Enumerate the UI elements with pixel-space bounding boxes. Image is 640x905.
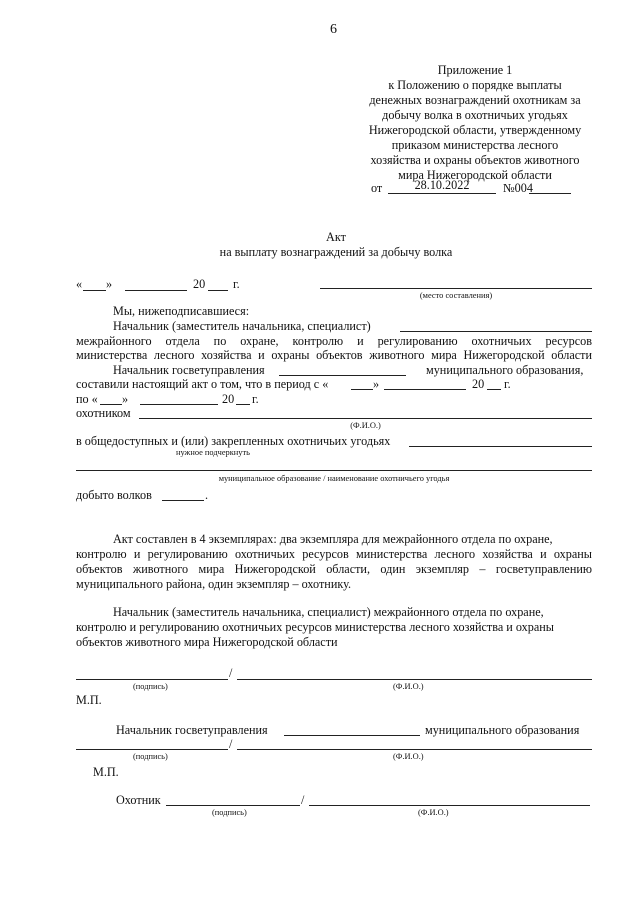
wolves-end: . <box>205 488 209 502</box>
paragraph-line: объектов животного мира Нижегородской области <box>76 635 338 649</box>
undersigned-line: Мы, нижеподписавшиеся: <box>113 304 250 318</box>
signature-caption: (подпись) <box>212 808 247 817</box>
chief-line-3: министерства лесного хозяйства и охраны объектов животного мира Нижегородской области <box>76 348 592 362</box>
signature-underline <box>76 679 228 680</box>
municipal-caption: муниципальное образование / наименование охотничьего угодья <box>218 474 450 483</box>
date-close-quote: » <box>106 277 113 291</box>
appendix-line: мира Нижегородской области <box>398 168 552 182</box>
gov-signature-label: Начальник госветуправления <box>116 723 268 737</box>
year-prefix: 20 <box>193 277 206 291</box>
appendix-line: Нижегородской области, утвержденному <box>368 123 582 137</box>
paragraph-line: контролю и регулированию охотничьих ресурсов министерства лесного хозяйства и охраны <box>76 620 554 634</box>
fio-underline <box>309 805 590 806</box>
seal-label: М.П. <box>76 693 102 707</box>
month-underline <box>125 290 187 291</box>
appendix-line: хозяйства и охраны объектов животного <box>370 153 580 167</box>
hunter-fio-underline <box>139 418 592 419</box>
gov-label: Начальник госветуправления <box>113 363 265 377</box>
lands-line: в общедоступных и (или) закрепленных охотничьих угодьях <box>76 434 391 448</box>
period-month-underline <box>384 389 466 390</box>
day-underline <box>83 290 106 291</box>
gov-suffix: муниципального образования, <box>426 363 584 377</box>
to-prefix: по « <box>76 392 98 406</box>
municipal-underline <box>76 470 592 471</box>
paragraph-line: Начальник (заместитель начальника, специалист) межрайонного отдела по охране, <box>113 605 544 619</box>
gov-signature-suffix: муниципального образования <box>425 723 580 737</box>
period-prefix: составили настоящий акт о том, что в период с « <box>76 377 329 391</box>
appendix-from-label: от <box>371 181 383 195</box>
period-close-quote: » <box>373 377 380 391</box>
paragraph-line: контролю и регулированию охотничьих ресурсов министерства лесного хозяйства и охраны <box>76 547 592 561</box>
signature-slash: / <box>301 793 305 807</box>
fio-caption: (Ф.И.О.) <box>393 752 424 761</box>
seal-label: М.П. <box>93 765 119 779</box>
chief-line-2: межрайонного отдела по охране, контролю и регулированию охотничьих ресурсов <box>76 334 592 348</box>
appendix-number: №004 <box>503 181 533 195</box>
fio-caption: (Ф.И.О.) <box>393 682 424 691</box>
year-underline <box>208 290 228 291</box>
period-g: г. <box>504 377 511 391</box>
place-caption: (место составления) <box>419 291 493 300</box>
date-underline <box>388 193 496 194</box>
signature-underline <box>76 749 228 750</box>
place-underline <box>320 288 592 289</box>
signature-underline <box>166 805 300 806</box>
year-suffix: г. <box>233 277 240 291</box>
period-year: 20 <box>472 377 485 391</box>
fio-underline <box>237 679 592 680</box>
to-day-underline <box>100 404 122 405</box>
to-year-underline <box>236 404 250 405</box>
fio-caption: (Ф.И.О.) <box>418 808 449 817</box>
date-open-quote: « <box>76 277 83 291</box>
appendix-date: 28.10.2022 <box>414 178 470 192</box>
act-subtitle: на выплату вознаграждений за добычу волка <box>219 245 453 259</box>
wolves-label: добыто волков <box>76 488 152 502</box>
wolves-count-underline <box>162 500 204 501</box>
to-year: 20 <box>222 392 235 406</box>
signature-slash: / <box>229 737 233 751</box>
appendix-line: Приложение 1 <box>437 63 513 77</box>
paragraph-line: муниципального района, один экземпляр – охотнику. <box>76 577 352 591</box>
to-month-underline <box>140 404 218 405</box>
appendix-line: денежных вознаграждений охотникам за <box>369 93 581 107</box>
paragraph-line: Акт составлен в 4 экземплярах: два экземпляра для межрайонного отдела по охране, <box>113 532 553 546</box>
paragraph-line: объектов животного мира Нижегородской области, один экземпляр – госветуправлению <box>76 562 592 576</box>
appendix-line: к Положению о порядке выплаты <box>388 78 562 92</box>
number-underline <box>529 193 571 194</box>
signature-caption: (подпись) <box>133 752 168 761</box>
hunter-signature-label: Охотник <box>116 793 161 807</box>
signature-slash: / <box>229 666 233 680</box>
fio-underline <box>237 749 592 750</box>
page-number: 6 <box>330 22 337 37</box>
chief-fio-underline <box>400 331 592 332</box>
lands-underline <box>409 446 592 447</box>
hunter-fio-caption: (Ф.И.О.) <box>350 421 381 430</box>
underline-hint: нужное подчеркнуть <box>176 448 250 457</box>
appendix-line: приказом министерства лесного <box>391 138 559 152</box>
gov-name-underline <box>284 735 420 736</box>
appendix-line: добычу волка в охотничьих угодьях <box>382 108 568 122</box>
period-year-underline <box>487 389 501 390</box>
signature-caption: (подпись) <box>133 682 168 691</box>
to-close-quote: » <box>122 392 129 406</box>
period-day-underline <box>351 389 373 390</box>
gov-fio-underline <box>279 375 406 376</box>
to-g: г. <box>252 392 259 406</box>
hunter-label: охотником <box>76 406 131 420</box>
chief-line-1: Начальник (заместитель начальника, специалист) <box>113 319 371 333</box>
act-title: Акт <box>326 230 346 244</box>
